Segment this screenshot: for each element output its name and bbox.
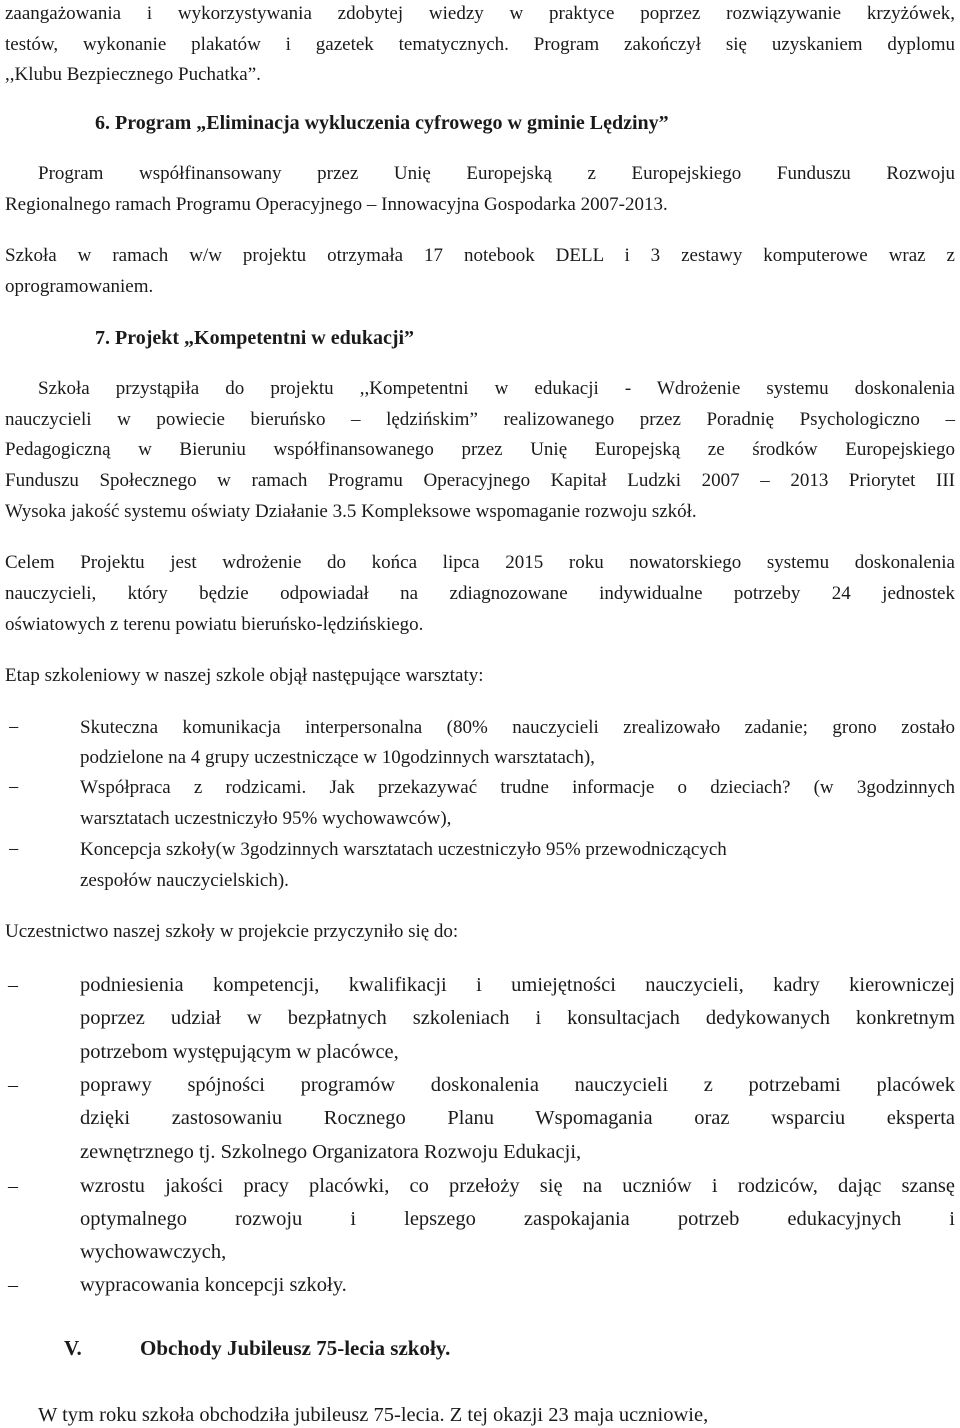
list-item: wychowawczych,: [80, 1241, 227, 1263]
section-number: V.: [64, 1336, 82, 1360]
list-bullet: −: [8, 839, 20, 861]
list-item: warsztatach uczestniczyło 95% wychowawców),: [80, 808, 452, 829]
section-title: Obchody Jubileusz 75-lecia szkoły.: [140, 1336, 451, 1360]
text-line: oprogramowaniem.: [5, 276, 154, 297]
list-item: Koncepcja szkoły(w 3godzinnych warsztatach uczestniczyło 95% przewodniczących: [80, 839, 727, 860]
text-line: Szkoła przystąpiła do projektu ,,Kompetentni w edukacji - Wdrożenie systemu doskonalenia: [38, 378, 955, 399]
list-bullet: –: [8, 1175, 18, 1197]
section-heading: 6. Program „Eliminacja wykluczenia cyfrowego w gminie Lędziny”: [95, 112, 669, 134]
list-bullet: −: [8, 777, 20, 799]
list-item: Współpraca z rodzicami. Jak przekazywać trudne informacje o dzieciach? (w 3godzinnych: [80, 777, 955, 798]
list-item: poprawy spójności programów doskonalenia nauczycieli z potrzebami placówek: [80, 1074, 955, 1096]
list-item: zespołów nauczycielskich).: [80, 870, 289, 891]
text-line: testów, wykonanie plakatów i gazetek tematycznych. Program zakończył się uzyskaniem dyplomu: [5, 34, 955, 55]
text-line: oświatowych z terenu powiatu bieruńsko-lędzińskiego.: [5, 614, 424, 635]
list-item: potrzebom występującym w placówce,: [80, 1041, 399, 1063]
text-line: Funduszu Społecznego w ramach Programu Operacyjnego Kapitał Ludzki 2007 – 2013 Priorytet III: [5, 470, 955, 491]
text-line: Etap szkoleniowy w naszej szkole objął następujące warsztaty:: [5, 665, 484, 686]
text-line: Uczestnictwo naszej szkoły w projekcie przyczyniło się do:: [5, 921, 459, 942]
list-item: podzielone na 4 grupy uczestniczące w 10godzinnych warsztatach),: [80, 747, 595, 768]
list-item: wzrostu jakości pracy placówki, co przełoży się na uczniów i rodziców, dając szansę: [80, 1175, 955, 1197]
list-bullet: −: [8, 717, 20, 739]
list-item: Skuteczna komunikacja interpersonalna (80% nauczycieli zrealizowało zadanie; grono zostało: [80, 717, 955, 738]
text-line: zaangażowania i wykorzystywania zdobytej wiedzy w praktyce poprzez rozwiązywanie krzyżówek,: [5, 3, 955, 24]
text-line: Program współfinansowany przez Unię Europejską z Europejskiego Funduszu Rozwoju: [38, 163, 955, 184]
list-item: optymalnego rozwoju i lepszego zaspokajania potrzeb edukacyjnych i: [80, 1208, 955, 1230]
text-line: Szkoła w ramach w/w projektu otrzymała 17 notebook DELL i 3 zestawy komputerowe wraz z: [5, 245, 955, 266]
list-bullet: –: [8, 1074, 18, 1096]
list-item: poprzez udział w bezpłatnych szkoleniach i konsultacjach dedykowanych konkretnym: [80, 1007, 955, 1029]
text-line: Regionalnego ramach Programu Operacyjnego – Innowacyjna Gospodarka 2007-2013.: [5, 194, 668, 215]
section-heading: 7. Projekt „Kompetentni w edukacji”: [95, 327, 415, 349]
text-line: Pedagogiczną w Bieruniu współfinansowanego przez Unię Europejską ze środków Europejskiego: [5, 439, 955, 460]
list-item: podniesienia kompetencji, kwalifikacji i umiejętności nauczycieli, kadry kierowniczej: [80, 974, 955, 996]
text-line: nauczycieli w powiecie bieruńsko – lędzińskim” realizowanego przez Poradnię Psychologiczno –: [5, 409, 955, 430]
list-item: zewnętrznego tj. Szkolnego Organizatora Rozwoju Edukacji,: [80, 1141, 582, 1163]
list-item: dzięki zastosowaniu Rocznego Planu Wspomagania oraz wsparciu eksperta: [80, 1107, 955, 1129]
text-line: ,,Klubu Bezpiecznego Puchatka”.: [5, 64, 261, 85]
text-line: nauczycieli, który będzie odpowiadał na zdiagnozowane indywidualne potrzeby 24 jednostek: [5, 583, 955, 604]
text-line: Wysoka jakość systemu oświaty Działanie 3.5 Kompleksowe wspomaganie rozwoju szkół.: [5, 501, 697, 522]
list-bullet: –: [8, 974, 18, 996]
text-line: W tym roku szkoła obchodziła jubileusz 75-lecia. Z tej okazji 23 maja uczniowie,: [38, 1404, 709, 1426]
list-item: wypracowania koncepcji szkoły.: [80, 1274, 347, 1296]
text-line: Celem Projektu jest wdrożenie do końca lipca 2015 roku nowatorskiego systemu doskonalenia: [5, 552, 955, 573]
list-bullet: –: [8, 1274, 18, 1296]
